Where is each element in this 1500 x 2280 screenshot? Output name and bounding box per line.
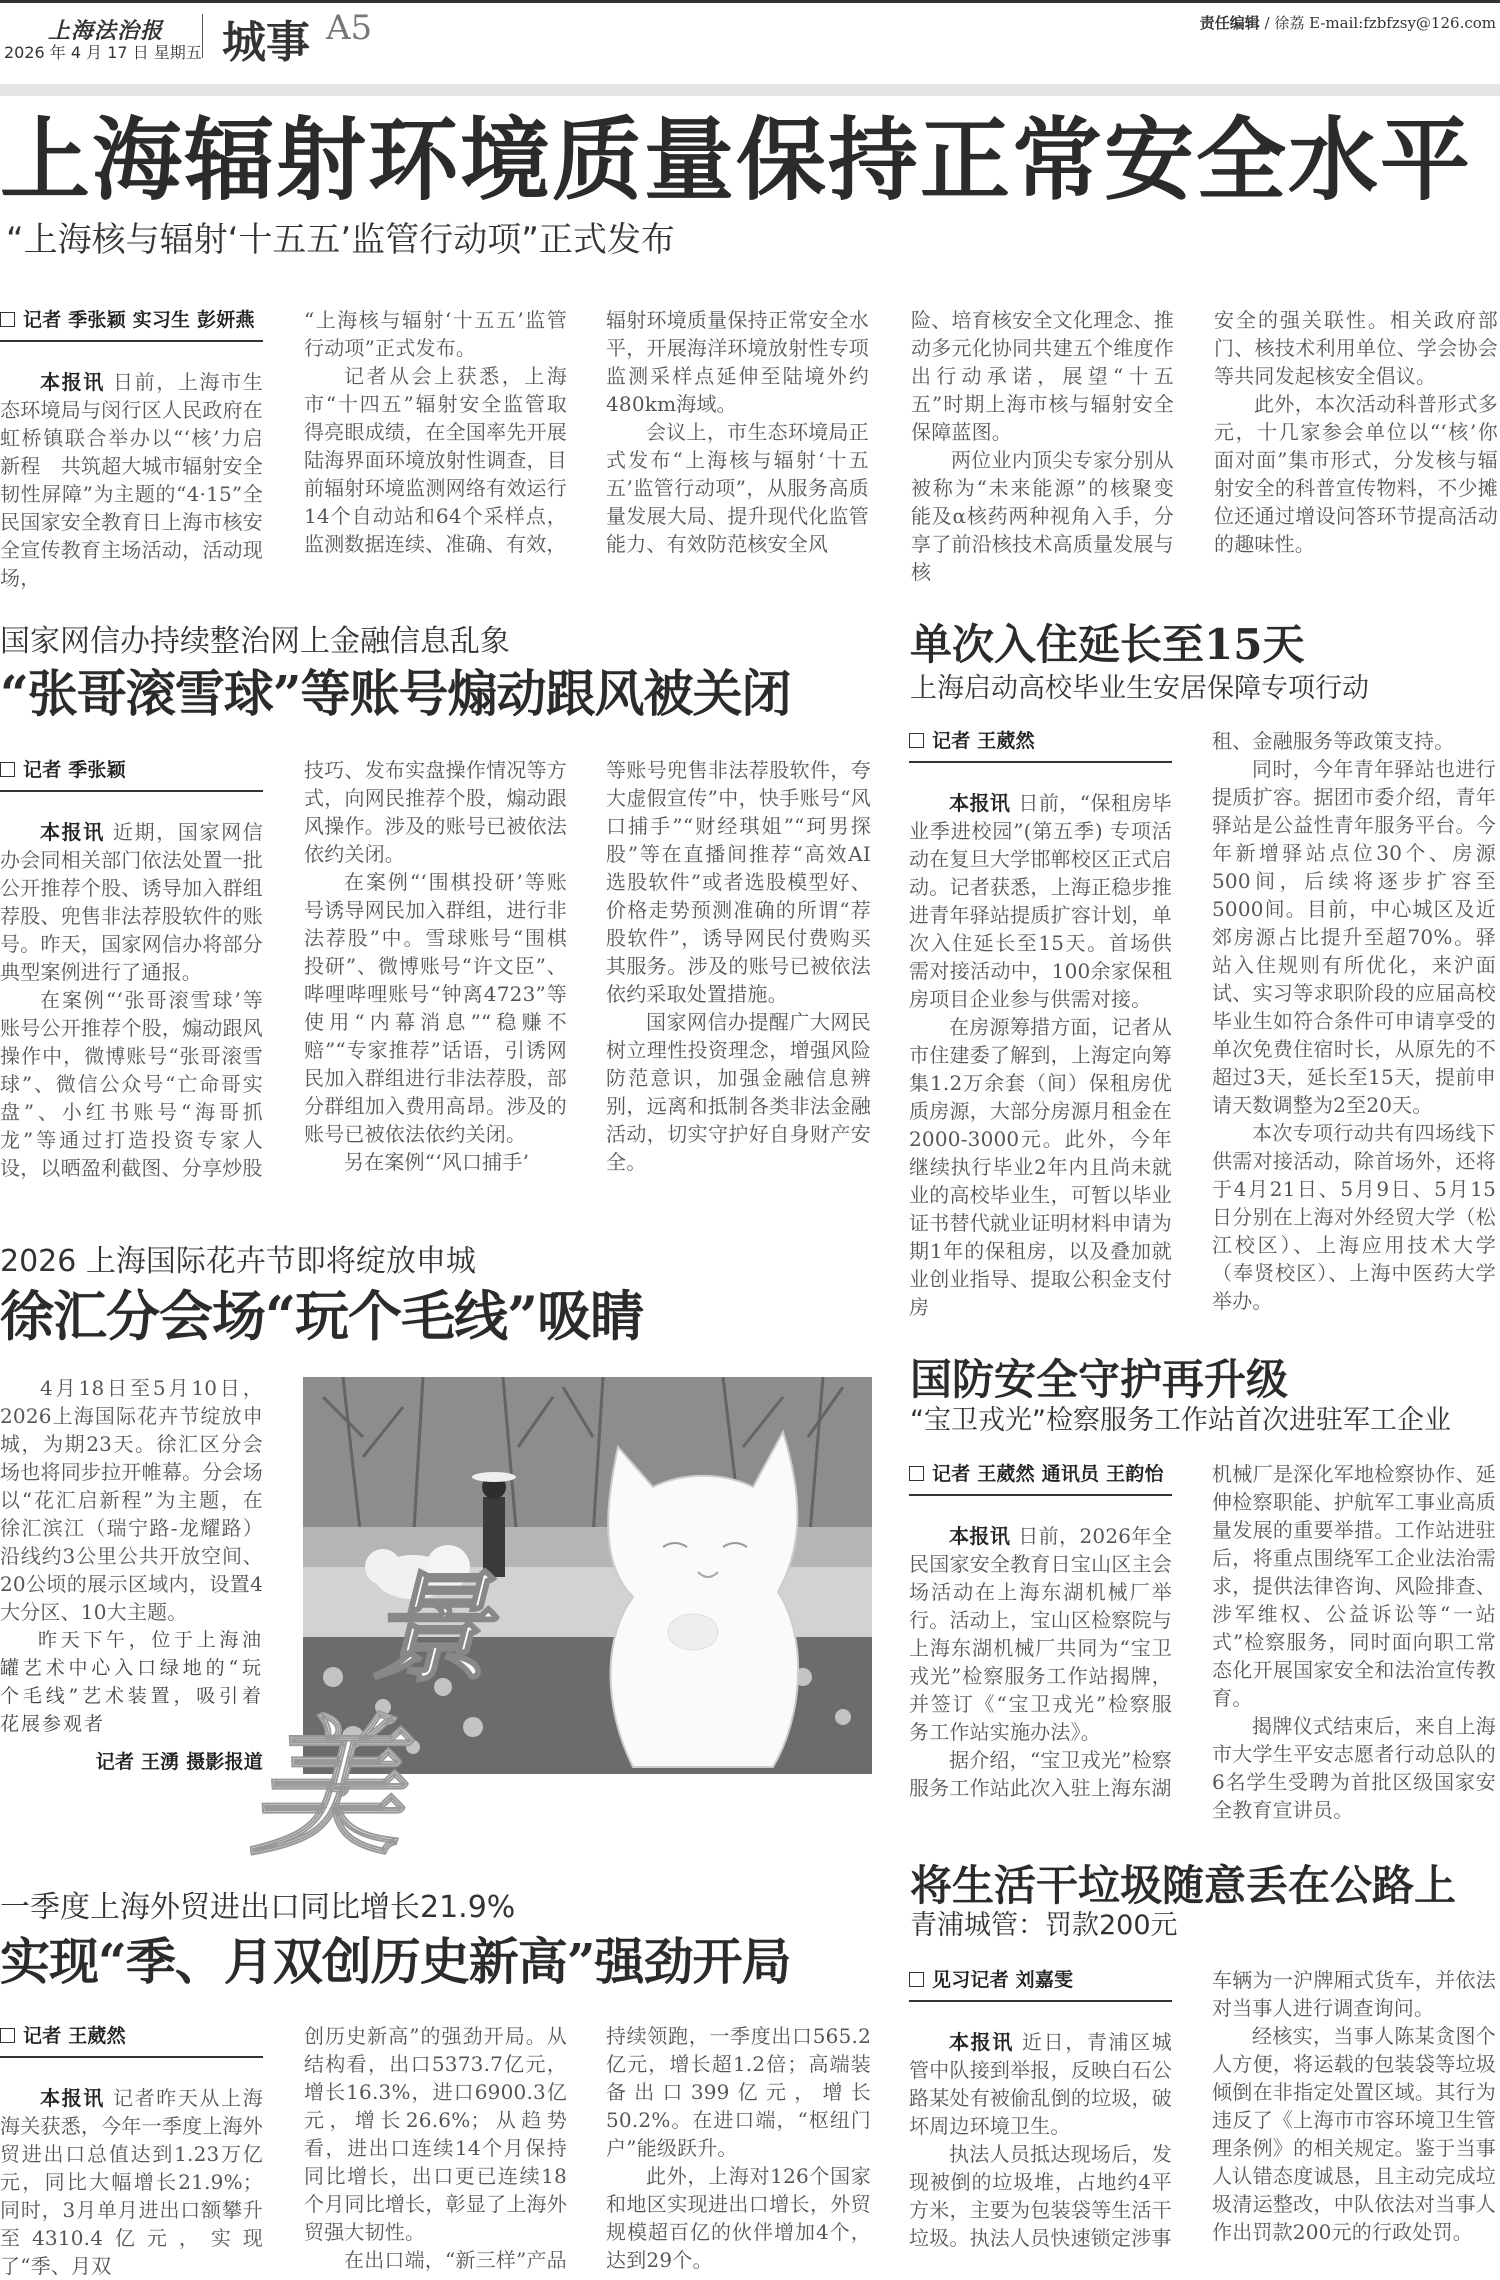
paragraph (909, 1746, 1172, 1802)
article-column (1212, 1966, 1496, 2246)
paragraph-text: 在房源筹措方面，记者从市住建委了解到，上海定向筹集1.2万余套（间）保租房优质房源，大部分房源月租金在2000-3000元。此外，今年继续执行毕业2年内且尚未就业的高校毕业生，可暂以毕业证书替代就业证明材料申请为期1年的保租房，以及叠加就业创业指导、提取公积金支付房 (909, 1015, 1172, 1319)
square-box-icon (0, 762, 15, 777)
paragraph-text: 技巧、发布实盘操作情况等方式，向网民推荐个股，煽动跟风操作。涉及的账号已被依法依约关闭。 (304, 758, 567, 866)
issue-date: 2026 年 4 月 17 日 星期五 (4, 43, 202, 62)
overlay-char-mei: 美 (250, 1700, 401, 1870)
flower-headline: 徐汇分会场“玩个毛线”吸睛 (0, 1284, 644, 1348)
paragraph-text: 记者从会上获悉，上海市“十四五”辐射安全监管取得亮眼成绩，在全国率先开展陆海界面环境放射性调查，目前辐射环境监测网络有效运行14个自动站和64个采样点，监测数据连续、准确、有效， (304, 364, 567, 556)
paragraph: 4月18日至5月10日，2026上海国际花卉节绽放申城，为期23天。徐汇区分会场也将同步拉开帷幕。分会场以“花汇启新程”为主题，在徐汇滨江（瑞宁路-龙耀路）沿线约3公里公共开放空间、20公顷的展示区域内，设置4大分区、10大主题。 (0, 1376, 263, 1624)
byline (0, 2022, 263, 2050)
cyber-headline: “张哥滚雪球”等账号煽动跟风被关闭 (0, 664, 791, 723)
byline (909, 1460, 1172, 1488)
editor-credit (1180, 12, 1496, 33)
byline-rule (909, 1494, 1172, 1496)
lead-subheadline: “上海核与辐射‘十五五’监管行动项”正式发布 (6, 220, 675, 260)
news-photo-cat-sculpture (303, 1377, 872, 1774)
paragraph-text: 在案例“‘围棋投研’等账号诱导网民加入群组，进行非法荐股”中。雪球账号“围棋投研”、微博账号“许文臣”、哔哩哔哩账号“钟离4723”等使用“内幕消息”“稳赚不赔”“专家推荐”话语，引诱网民加入群组进行非法荐股，部分群组加入费用高昂。涉及的账号已被依法依约关闭。 (304, 870, 567, 1146)
article-column (911, 306, 1174, 586)
dateline-lead: 本报讯 (949, 1524, 1011, 1548)
byline-text: 记者 王葳然 通讯员 王韵怡 (932, 1463, 1164, 1485)
paragraph (0, 368, 263, 592)
defense-headline: 国防安全守护再升级 (910, 1355, 1289, 1404)
paragraph (1214, 306, 1498, 390)
byline-text: 见习记者 刘嘉雯 (932, 1969, 1074, 1991)
paragraph (0, 2084, 263, 2280)
byline-text: 记者 季张颖 实习生 彭妍燕 (23, 309, 255, 331)
paragraph (304, 362, 567, 558)
square-box-icon (909, 1972, 924, 1987)
paragraph (0, 818, 263, 986)
square-box-icon (0, 312, 15, 327)
byline-text: 记者 王葳然 (23, 2025, 126, 2047)
paragraph (909, 1013, 1172, 1321)
paragraph-text: 经核实，当事人陈某贪图个人方便，将运载的包装袋等垃圾倾倒在非指定处置区域。其行为违反了《上海市市容环境卫生管理条例》的相关规定。鉴于当事人认错态度诚恳，且主动完成垃圾清运整改，中队依法对当事人作出罚款200元的行政处罚。 (1212, 2024, 1496, 2244)
photo-illustration (303, 1377, 872, 1774)
paragraph (606, 756, 871, 1008)
paragraph-text: 创历史新高”的强劲开局。从结构看，出口5373.7亿元，增长16.3%，进口6900.3亿元，增长26.6%；从趋势看，进出口连续14个月保持同比增长，出口更已连续18个月同比增长，彰显了上海外贸强大韧性。 (304, 2024, 567, 2244)
paragraph-text: 险、培育核安全文化理念、推动多元化协同共建五个维度作出行动承诺，展望“十五五”时期上海市核与辐射安全保障蓝图。 (911, 308, 1174, 444)
paragraph-text: 日前，“保租房毕业季进校园”(第五季) 专项活动在复旦大学邯郸校区正式启动。记者获悉，上海正稳步推进青年驿站提质扩容计划，单次入住延长至15天。首场供需对接活动中，100余家保租房项目企业参与供需对接。 (909, 791, 1172, 1011)
housing-subheadline: 上海启动高校毕业生安居保障专项行动 (910, 673, 1369, 704)
square-box-icon (909, 733, 924, 748)
square-box-icon (909, 1466, 924, 1481)
article-column (1212, 1460, 1496, 1824)
paragraph-text: 会议上，市生态环境局正式发布“上海核与辐射‘十五五’监管行动项”，从服务高质量发展大局、提升现代化监管能力、有效防范核安全风 (606, 420, 869, 556)
photo-credit: 记者 王湧 摄影报道 (95, 1751, 263, 1773)
header-band (0, 84, 1500, 96)
paragraph-text: 近期，国家网信办会同相关部门依法处置一批公开推荐个股、诱导加入群组荐股、兜售非法荐股软件的账号。昨天，国家网信办将部分典型案例进行了通报。 (0, 820, 263, 984)
byline (0, 306, 263, 334)
article-column (304, 756, 567, 1176)
paragraph (1212, 755, 1496, 1119)
paragraph-text: 日前，上海市生态环境局与闵行区人民政府在虹桥镇联合举办以“‘核’力启新程 共筑超大城市辐射安全韧性屏障”为主题的“4·15”全民国家安全教育日上海市核安全宣传教育主场活动，活动现场， (0, 370, 263, 590)
paragraph-text: 安全的强关联性。相关政府部门、核技术利用单位、学会协会等共同发起核安全倡议。 (1214, 308, 1498, 388)
dateline-lead: 本报讯 (949, 2030, 1014, 2054)
paragraph-text: 记者昨天从上海海关获悉，今年一季度上海外贸进出口总值达到1.23万亿元，同比大幅增长21.9%；同时，3月单月进出口额攀升至4310.4亿元，实现了“季、月双 (0, 2086, 263, 2278)
paragraph-text: 此外，上海对126个国家和地区实现进出口增长，外贸规模超百亿的伙伴增加4个，达到29个。 (606, 2164, 871, 2272)
paragraph (1212, 2022, 1496, 2246)
byline (909, 727, 1172, 755)
paragraph-text: 在出口端，“新三样”产品 (344, 2248, 567, 2272)
paragraph-text: 辐射环境质量保持正常安全水平，开展海洋环境放射性专项监测采样点延伸至陆境外约480km海域。 (606, 308, 869, 416)
article-column (909, 727, 1172, 1321)
trade-headline: 实现“季、月双创历史新高”强劲开局 (0, 1932, 791, 1991)
byline (0, 756, 263, 784)
paragraph-text: 揭牌仪式结束后，来自上海市大学生平安志愿者行动总队的6名学生受聘为首批区级国家安全教育宣讲员。 (1212, 1714, 1496, 1822)
trade-kicker: 一季度上海外贸进出口同比增长21.9% (0, 1890, 516, 1925)
paragraph-text: 另在案例“‘风口捕手’ (344, 1150, 530, 1174)
paragraph (304, 2022, 567, 2246)
byline (909, 1966, 1172, 1994)
paragraph (1212, 727, 1496, 755)
byline-text: 记者 季张颖 (23, 759, 126, 781)
paragraph-text: 机械厂是深化军地检察协作、延伸检察职能、护航军工事业高质量发展的重要举措。工作站进驻后，将重点围绕军工企业法治需求，提供法律咨询、风险排查、涉军维权、公益诉讼等“一站式”检察服务，同时面向职工常态化开展国家安全和法治宣传教育。 (1212, 1462, 1496, 1710)
paragraph (304, 306, 567, 362)
byline-rule (0, 340, 263, 342)
paragraph (304, 756, 567, 868)
paragraph-text: 车辆为一沪牌厢式货车，并依法对当事人进行调查询问。 (1212, 1968, 1496, 2020)
editor-label: 责任编辑 (1199, 14, 1260, 32)
article-column (304, 2022, 567, 2274)
article-column (0, 306, 263, 592)
paragraph (606, 1008, 871, 1176)
paragraph-text: 日前，2026年全民国家安全教育日宝山区主会场活动在上海东湖机械厂举行。活动上，宝山区检察院与上海东湖机械厂共同为“宝卫戎光”检察服务工作站揭牌，并签订《“宝卫戎光”检察服务工作站实施办法》。 (909, 1524, 1172, 1744)
editor-name-email: / 徐荔 E-mail:fzbfzsy@126.com (1259, 14, 1496, 32)
paragraph (1214, 390, 1498, 558)
paragraph-text: 国家网信办提醒广大网民树立理性投资理念，增强风险防范意识，加强金融信息辨别，远离和抵制各类非法金融活动，切实守护好自身财产安全。 (606, 1010, 871, 1174)
dateline-lead: 本报讯 (40, 370, 105, 394)
paragraph (909, 2028, 1172, 2140)
paragraph (1212, 1712, 1496, 1824)
article-column (1212, 727, 1496, 1315)
paragraph (606, 418, 869, 558)
garbage-headline: 将生活干垃圾随意丢在公路上 (910, 1861, 1457, 1910)
paragraph (606, 2162, 871, 2274)
paragraph-text: 执法人员抵达现场后，发现被倒的垃圾堆，占地约4平方米，主要为包装袋等生活干垃圾。执法人员快速锁定涉事 (909, 2142, 1172, 2250)
paragraph-text: 同时，今年青年驿站也进行提质扩容。据团市委介绍，青年驿站是公益性青年服务平台。今年新增驿站点位30个、房源500间，后续将逐步扩容至5000间。目前，中心城区及近郊房源占比提升至超70%。驿站入住规则有所优化，来沪面试、实习等求职阶段的应届高校毕业生如符合条件可申请享受的单次免费住宿时长，从原先的不超过3天，延长至15天，提前申请天数调整为2至20天。 (1212, 757, 1496, 1117)
article-column (606, 306, 869, 558)
photo-caption: 昨天下午，位于上海油罐艺术中心入口绿地的“玩个毛线”艺术装置，吸引着花展参观者 (0, 1629, 263, 1735)
newspaper-logo: 上海法治报 (48, 18, 164, 44)
paragraph (1212, 1460, 1496, 1712)
defense-subheadline: “宝卫戎光”检察服务工作站首次进驻军工企业 (910, 1405, 1451, 1436)
paragraph (909, 789, 1172, 1013)
masthead-divider (202, 14, 203, 58)
byline-rule (909, 761, 1172, 763)
paragraph (606, 306, 869, 418)
paragraph-text: 据介绍，“宝卫戎光”检察服务工作站此次入驻上海东湖 (909, 1748, 1172, 1800)
paragraph (304, 2246, 567, 2274)
paragraph (0, 986, 263, 1182)
article-column (606, 756, 871, 1176)
lead-headline: 上海辐射环境质量保持正常安全水平 (0, 107, 1472, 213)
article-column (0, 756, 263, 1182)
paragraph-text: 在案例“‘张哥滚雪球’等账号公开推荐个股，煽动跟风操作中，微博账号“张哥滚雪球”、微信公众号“亡命哥实盘”、小红书账号“海哥抓龙”等通过打造投资专家人设，以晒盈利截图、分享炒股 (0, 988, 263, 1180)
square-box-icon (0, 2028, 15, 2043)
top-rule (0, 0, 1500, 3)
paragraph (909, 2140, 1172, 2252)
byline-rule (0, 790, 263, 792)
paragraph-text: 等账号兜售非法荐股软件，夸大虚假宣传”中，快手账号“风口捕手”“财经琪姐”“珂男探股”等在直播间推荐“高效AI选股软件”或者选股模型好、价格走势预测准确的所谓“荐股软件”，诱导网民付费购买其服务。涉及的账号已被依法依约采取处置措施。 (606, 758, 871, 1006)
garbage-subheadline: 青浦城管：罚款200元 (910, 1910, 1178, 1941)
dateline-lead: 本报讯 (949, 791, 1011, 815)
paragraph (911, 446, 1174, 586)
paragraph-text: 两位业内顶尖专家分别从被称为“未来能源”的核聚变能及α核药两种视角入手，分享了前沿核技术高质量发展与核 (911, 448, 1174, 584)
cyber-kicker: 国家网信办持续整治网上金融信息乱象 (0, 624, 510, 659)
byline-rule (0, 2056, 263, 2058)
paragraph (909, 1522, 1172, 1746)
paragraph (304, 868, 567, 1148)
byline-text: 记者 王葳然 (932, 730, 1035, 752)
paragraph-text: 租、金融服务等政策支持。 (1212, 729, 1455, 753)
overlay-char-jing: 景 (370, 1558, 490, 1699)
paragraph (304, 1148, 567, 1176)
paragraph (1212, 1966, 1496, 2022)
page-number: A5 (326, 8, 373, 48)
housing-headline: 单次入住延长至15天 (910, 620, 1305, 669)
paragraph-text: 近日，青浦区城管中队接到举报，反映白石公路某处有被偷乱倒的垃圾，破坏周边环境卫生。 (909, 2030, 1172, 2138)
paragraph (1212, 1119, 1496, 1315)
flower-text-column (0, 1374, 263, 1776)
article-column (1214, 306, 1498, 558)
byline-rule (909, 2000, 1172, 2002)
flower-kicker: 2026 上海国际花卉节即将绽放申城 (0, 1244, 476, 1279)
paragraph-text: 本次专项行动共有四场线下供需对接活动，除首场外，还将于4月21日、5月9日、5月15日分别在上海对外经贸大学（松江校区）、上海应用技术大学（奉贤校区）、上海中医药大学举办。 (1212, 1121, 1496, 1313)
paragraph (606, 2022, 871, 2162)
dateline-lead: 本报讯 (40, 820, 105, 844)
paragraph-text: “上海核与辐射‘十五五’监管行动项”正式发布。 (304, 308, 567, 360)
article-column (909, 1966, 1172, 2252)
article-column (304, 306, 567, 558)
paragraph (911, 306, 1174, 446)
article-column (0, 2022, 263, 2280)
paragraph-text: 此外，本次活动科普形式多元，十几家参会单位以“‘核’你面对面”集市形式，分发核与辐射安全的科普宣传物料，不少摊位还通过增设问答环节提高活动的趣味性。 (1214, 392, 1498, 556)
article-column (606, 2022, 871, 2274)
paragraph-text: 持续领跑，一季度出口565.2亿元，增长超1.2倍；高端装备出口399亿元，增长50.2%。在进口端，“枢纽门户”能级跃升。 (606, 2024, 871, 2160)
article-column (909, 1460, 1172, 1802)
section-name: 城事 (222, 17, 310, 68)
dateline-lead: 本报讯 (40, 2086, 105, 2110)
